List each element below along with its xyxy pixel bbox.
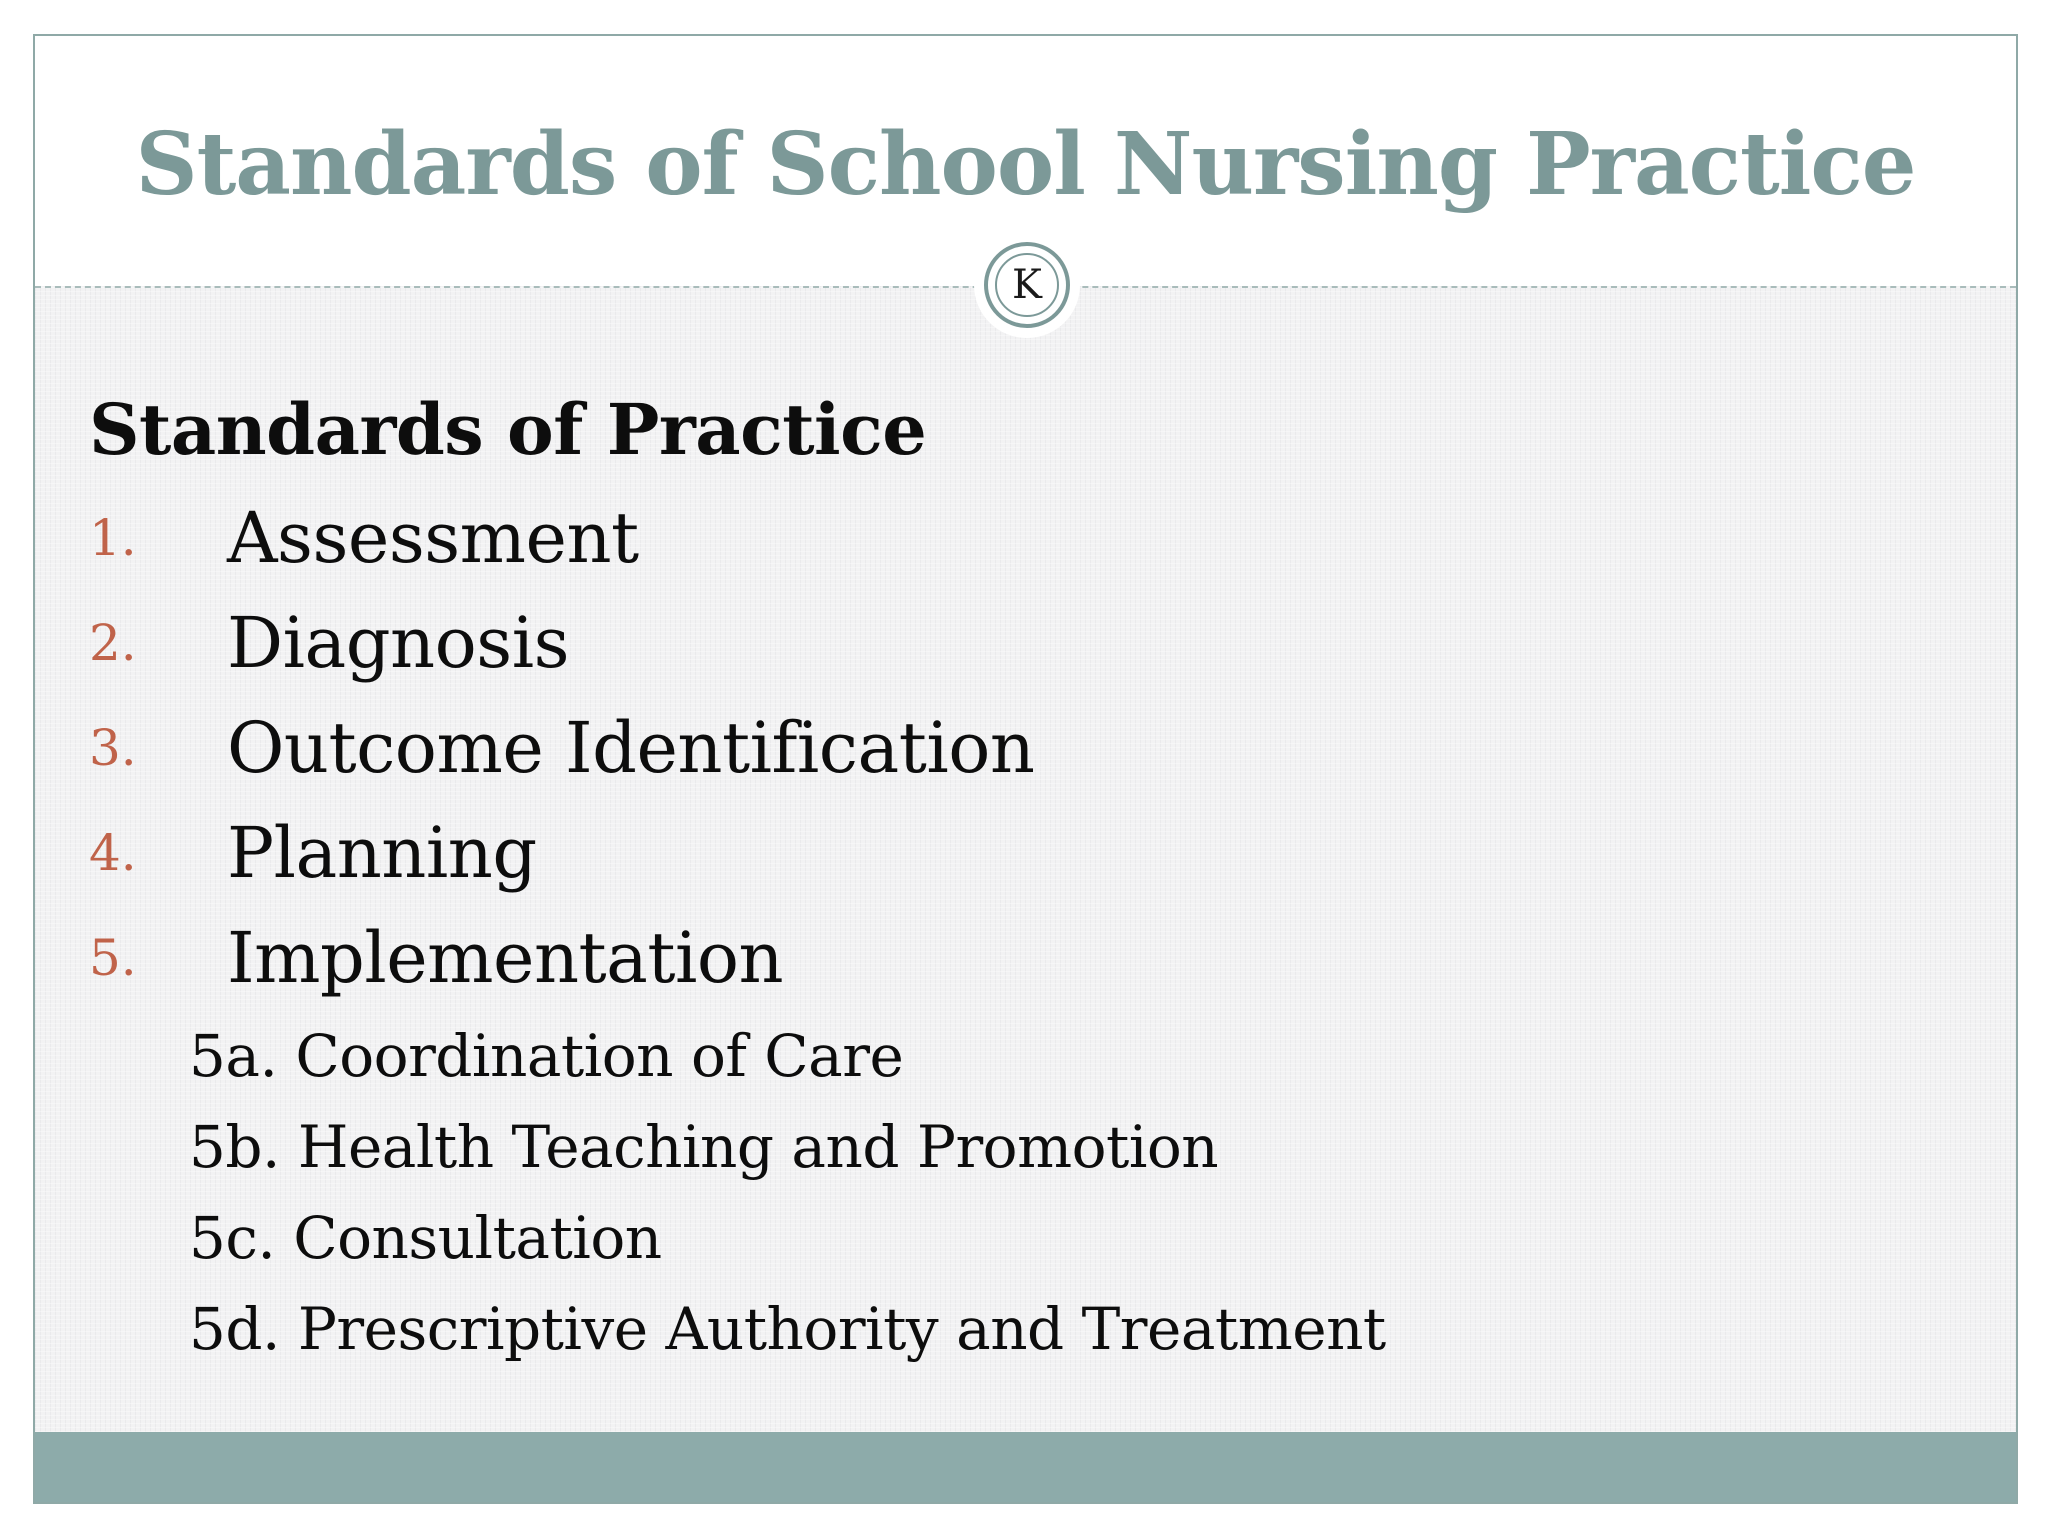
sub-list-item: 5d. Prescriptive Authority and Treatment: [189, 1295, 1386, 1363]
badge-outer-ring: [984, 242, 1070, 328]
list-item-number: 1.: [89, 509, 137, 567]
slide-title: Standards of School Nursing Practice: [135, 114, 1916, 215]
slide-badge: [974, 232, 1080, 338]
list-item-number: 2.: [89, 614, 137, 672]
footer-bar: [35, 1432, 2016, 1502]
slide: [33, 34, 2018, 1504]
list-item-label: Assessment: [227, 497, 639, 579]
list-item-label: Implementation: [227, 917, 784, 999]
sub-list-item: 5c. Consultation: [189, 1204, 662, 1272]
sub-list-item: 5b. Health Teaching and Promotion: [189, 1113, 1219, 1181]
list-item-label: Diagnosis: [227, 602, 570, 684]
list-item-number: 3.: [89, 719, 137, 777]
list-item-label: Outcome Identification: [227, 707, 1035, 789]
list-item-number: 5.: [89, 929, 137, 987]
list-item-number: 4.: [89, 824, 137, 882]
list-item-label: Planning: [227, 812, 537, 894]
badge-letter: K: [995, 253, 1059, 317]
sub-list-item: 5a. Coordination of Care: [189, 1022, 904, 1090]
section-heading: Standards of Practice: [89, 388, 927, 471]
